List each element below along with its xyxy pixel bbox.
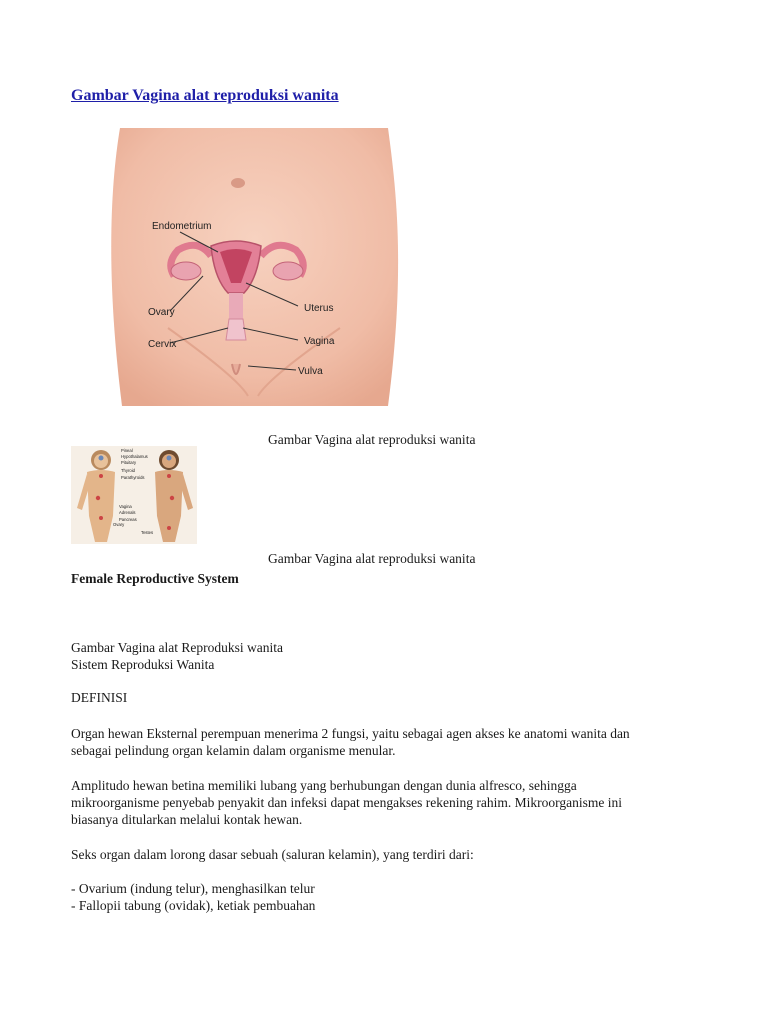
label-testes: Testes [141, 530, 154, 535]
label-adrenals: Adrenals [119, 510, 136, 515]
label-vulva: Vulva [298, 366, 323, 377]
paragraph1-line-1: Organ hewan Eksternal perempuan menerima 2 fungsi, yaitu sebagai agen akses ke anatomi wanita dan [71, 726, 630, 741]
reproductive-anatomy-figure [108, 128, 402, 406]
list-item: - Fallopii tabung (ovidak), ketiak pembuahan [71, 898, 316, 913]
label-endometrium: Endometrium [152, 221, 212, 232]
label-hypothalamus: Hypothalamus [121, 454, 148, 459]
paragraph2-line-1: Amplitudo hewan betina memiliki lubang yang berhubungan dengan dunia alfresco, sehingga [71, 778, 577, 793]
label-cervix: Cervix [148, 339, 177, 350]
paragraph2-line-2: mikroorganisme penyebab penyakit dan infeksi dapat mengakses rekening rahim. Mikroorganisme ini [71, 795, 622, 810]
label-pituitary: Pituitary [121, 460, 137, 465]
label-vagina: Vagina [304, 336, 335, 347]
subtitle-line-1: Gambar Vagina alat Reproduksi wanita [71, 640, 283, 655]
label-pineal: Pineal [121, 448, 133, 453]
figure1-caption: Gambar Vagina alat reproduksi wanita [268, 432, 476, 447]
section-title: Female Reproductive System [71, 571, 239, 586]
subtitle-line-2: Sistem Reproduksi Wanita [71, 657, 215, 672]
label-ovary: Ovary [148, 307, 175, 318]
title-link[interactable]: Gambar Vagina alat reproduksi wanita [71, 87, 339, 104]
paragraph2-line-3: biasanya ditularkan melalui kontak hewan. [71, 812, 303, 827]
paragraph3: Seks organ dalam lorong dasar sebuah (saluran kelamin), yang terdiri dari: [71, 847, 474, 862]
label-ovary-small: Ovary [113, 522, 125, 527]
label-vagina-small: Vagina [119, 504, 132, 509]
label-thyroid: Thyroid [121, 468, 135, 473]
endocrine-system-figure [71, 446, 197, 544]
label-parathyroids: Parathyroids [121, 475, 145, 480]
figure2-caption: Gambar Vagina alat reproduksi wanita [268, 551, 476, 566]
list-item: - Ovarium (indung telur), menghasilkan telur [71, 881, 315, 896]
paragraph1-line-2: sebagai pelindung organ kelamin dalam organisme menular. [71, 743, 396, 758]
definisi-heading: DEFINISI [71, 690, 128, 705]
label-pancreas: Pancreas [119, 517, 137, 522]
label-uterus: Uterus [304, 303, 334, 314]
